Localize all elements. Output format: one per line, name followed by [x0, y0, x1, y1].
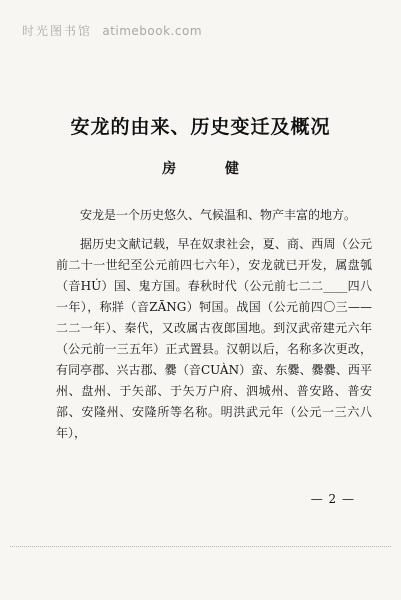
page-number: — 2 —	[310, 492, 355, 506]
paragraph: 安龙是一个历史悠久、气候温和、物产丰富的地方。	[80, 208, 357, 222]
article-title: 安龙的由来、历史变迁及概况	[70, 116, 331, 138]
watermark-site-name: 时光图书馆	[22, 24, 93, 38]
watermark	[22, 22, 202, 39]
paragraph: 据历史文献记载，早在奴隶社会，夏、商、西周（公元前二十一世纪至公元前四七六年），安龙就已开发，属盘瓠（音HÚ）国、鬼方国。春秋时代（公元前七二二____四八一年），称牂（音ZĀNG）牱国。战国（公元前四〇三——二二一年）、秦代，又改属古夜郎国地。到汉武帝建元六年（公元前一三五年）正式置县。汉朝以后，名称多次更改，有同亭郡、兴古郡、爨（音CUÀN）蛮、东爨、爨爨、西平州、盘州、于矢部、于矢万户府、泗城州、普安路、普安部、安隆州、安隆所等名称。明洪武元年（公元一三六八年），	[56, 237, 372, 440]
scan-edge-line	[10, 546, 391, 549]
article-body	[56, 205, 372, 444]
article-author: 房 健	[162, 161, 261, 177]
watermark-site-url: atimebook.com	[102, 24, 203, 38]
